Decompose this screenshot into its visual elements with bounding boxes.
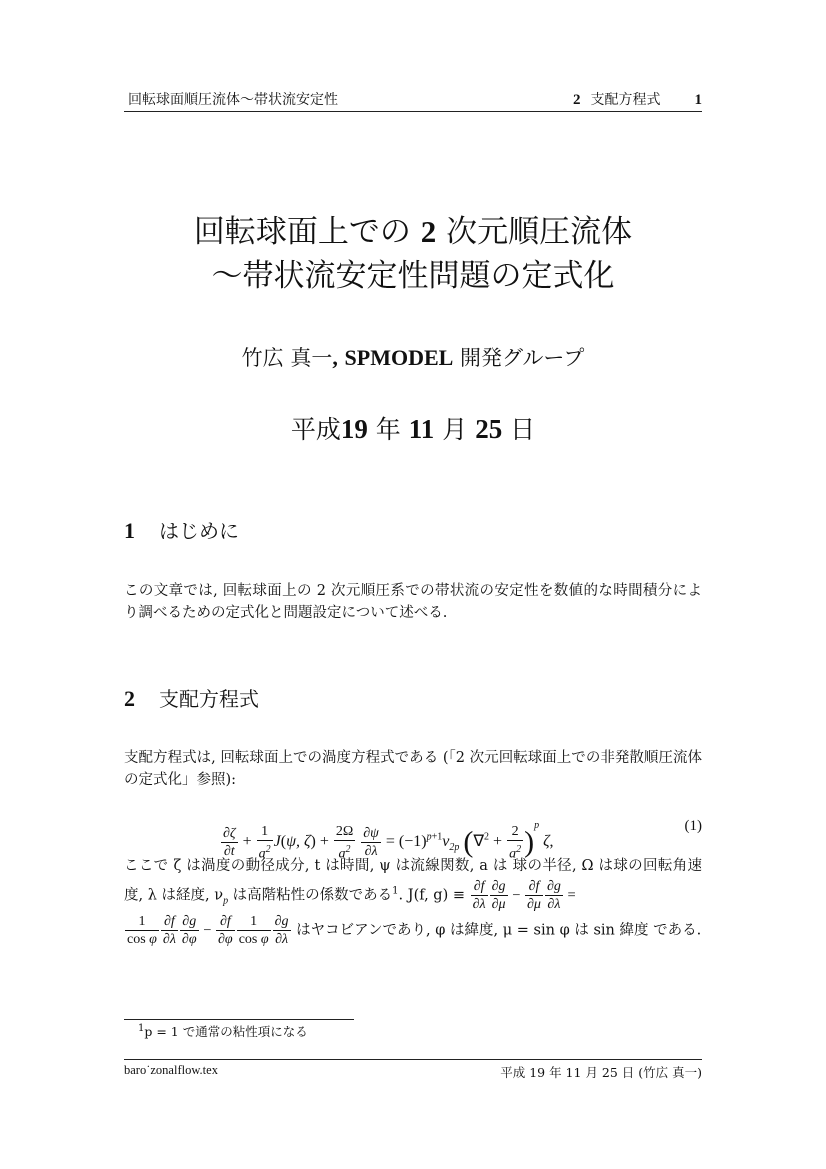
section-1-text: この文章では, 回転球面上の 2 次元順圧系での帯状流の安定性を数値的な時間積分により調べるための定式化と問題設定について述べる. — [124, 583, 702, 621]
frac-dg-dmu: $\frac{\partial g}{\partial\mu}$ — [491, 879, 506, 912]
frac-df-dlambda: $\frac{\partial f}{\partial\lambda}$ — [472, 879, 486, 912]
footnote-mark: 1 — [392, 885, 399, 897]
author-group-jp: 開発グループ — [460, 346, 585, 370]
date-era: 平成 — [290, 415, 341, 444]
date-day: 25 — [475, 414, 503, 444]
title-line-1 — [0, 210, 826, 254]
equation-number: (1) — [684, 818, 702, 834]
section-number: 1 — [124, 518, 135, 543]
frac-dg-dphi: $\frac{\partial g}{\partial\varphi}$ — [181, 914, 197, 947]
author-group-latin: SPMODEL — [344, 345, 454, 370]
title-line-2: 〜帯状流安定性問題の定式化 — [211, 258, 615, 294]
header-page-number: 1 — [694, 92, 702, 108]
frac-2omega-a2: $\frac{2\Omega}{a^2}$ — [335, 823, 354, 862]
header-title: 回転球面順圧流体〜帯状流安定性 — [128, 92, 338, 108]
description-text: は高階粘性の係数である — [228, 887, 393, 904]
frac-df-dphi: $\frac{\partial f}{\partial\varphi}$ — [218, 914, 233, 947]
author-name: 竹広 真一 — [241, 346, 333, 370]
footnote — [138, 1022, 308, 1040]
description-text: ここで ζ は渦度の動径成分, t は時間, ψ は流線関数, a は 球の半径, Ω は球の回転角速度, λ は経度, ν — [124, 858, 702, 904]
document-date — [0, 410, 826, 446]
title-part: 次元順圧流体 — [446, 214, 633, 250]
equation-1 — [124, 803, 702, 862]
author-sep: , — [332, 345, 338, 370]
date-year: 19 — [340, 414, 368, 444]
header-section-title: 支配方程式 — [590, 92, 661, 108]
frac-df-dlambda-2: $\frac{\partial f}{\partial\lambda}$ — [162, 914, 176, 947]
footnote-text: p = 1 で通常の粘性項になる — [144, 1024, 308, 1039]
footnote-rule — [124, 1019, 354, 1020]
date-month-unit: 月 — [442, 415, 468, 444]
section-2-intro: 支配方程式は, 回転球面上での渦度方程式である (「2 次元回転球面上での非発散順圧流体の定式化」参照): — [124, 750, 702, 788]
frac-1-cosphi: $\frac{1}{\text{cos φ}}$ — [127, 914, 157, 947]
section-number: 2 — [124, 686, 135, 711]
date-month: 11 — [408, 414, 435, 444]
frac-2-a2: $\frac{2}{a^2}$ — [509, 823, 522, 862]
section-title: 支配方程式 — [159, 687, 259, 711]
title-number: 2 — [420, 214, 437, 249]
footnote-marker: 1 — [138, 1022, 145, 1034]
frac-1-a2: $\frac{1}{a^2}$ — [258, 823, 271, 862]
header-section-number: 2 — [573, 92, 581, 108]
document-title — [0, 210, 826, 298]
date-year-unit: 年 — [375, 415, 401, 444]
footer-filename: baro˙zonalflow.tex — [124, 1063, 218, 1077]
frac-dg-dlambda-2: $\frac{\partial g}{\partial\lambda}$ — [274, 914, 289, 947]
footer-date-author: 平成 19 年 11 月 25 日 (竹広 真一) — [500, 1065, 702, 1080]
section-2-description: ここで ζ は渦度の動径成分, t は時間, ψ は流線関数, a は 球の半径, Ω は球の回転角速度, λ は経度, $\nu_p$ は高階粘性の係数である$^1$. J(f, g) ≡ $\frac{\partial f}{\partial\lambda}$ $\frac{\partial g}{\partial\mu}$ − $\frac{\partial f}{\partial\mu}$ $\frac{\partial g}{\partial\lambda}$ = $\frac{1}{\text{cos φ}}$ $\frac{\partial f}{\partial\lambda}$ $\frac{\partial g}{\partial\varphi}$ − $\frac{\partial f}{\partial\varphi}$ $\frac{1}{\text{cos φ}}$ $\frac{\partial g}{\partial\lambda}$ はヤコビアンであり, φ は緯度, μ = sin φ は sin 緯度 である. — [124, 858, 702, 947]
author-line — [0, 342, 826, 372]
frac-dzeta-dt: $\frac{\partial\zeta}{\partial t}$ — [223, 825, 236, 859]
frac-dpsi-dlambda: $\frac{\partial\psi}{\partial\lambda}$ — [363, 825, 379, 859]
footer-rule — [124, 1059, 702, 1060]
section-title: はじめに — [159, 519, 239, 543]
running-header — [124, 89, 702, 112]
frac-1-cosphi-2: $\frac{1}{\text{cos φ}}$ — [238, 914, 269, 947]
header-section — [573, 89, 702, 109]
section-1-heading — [124, 515, 239, 544]
title-part: 回転球面上での — [193, 214, 411, 250]
nu-subscript: p — [223, 895, 229, 907]
frac-df-dmu: $\frac{\partial f}{\partial\mu}$ — [527, 879, 541, 912]
equation-body: $\frac{\partial\zeta}{\partial t}$ + $\frac{1}{a^2}$ J(ψ, ζ) + $\frac{2\Omega}{a^2}$ $\frac{\partial\psi}{\partial\lambda}$ = $(-1)^{p+1}\nu_{2p}$ (∇$^2$ + $\frac{2}{a^2}$ )$^p$ ζ, — [223, 820, 554, 862]
section-2-heading — [124, 683, 259, 712]
description-text-end: はヤコビアンであり, φ は緯度, μ = sin φ は sin 緯度 である. — [296, 922, 702, 939]
frac-dg-dlambda: $\frac{\partial g}{\partial\lambda}$ — [546, 879, 561, 912]
jacobian-def-lead: . J(f, g) ≡ — [398, 887, 466, 904]
date-day-unit: 日 — [510, 415, 536, 444]
